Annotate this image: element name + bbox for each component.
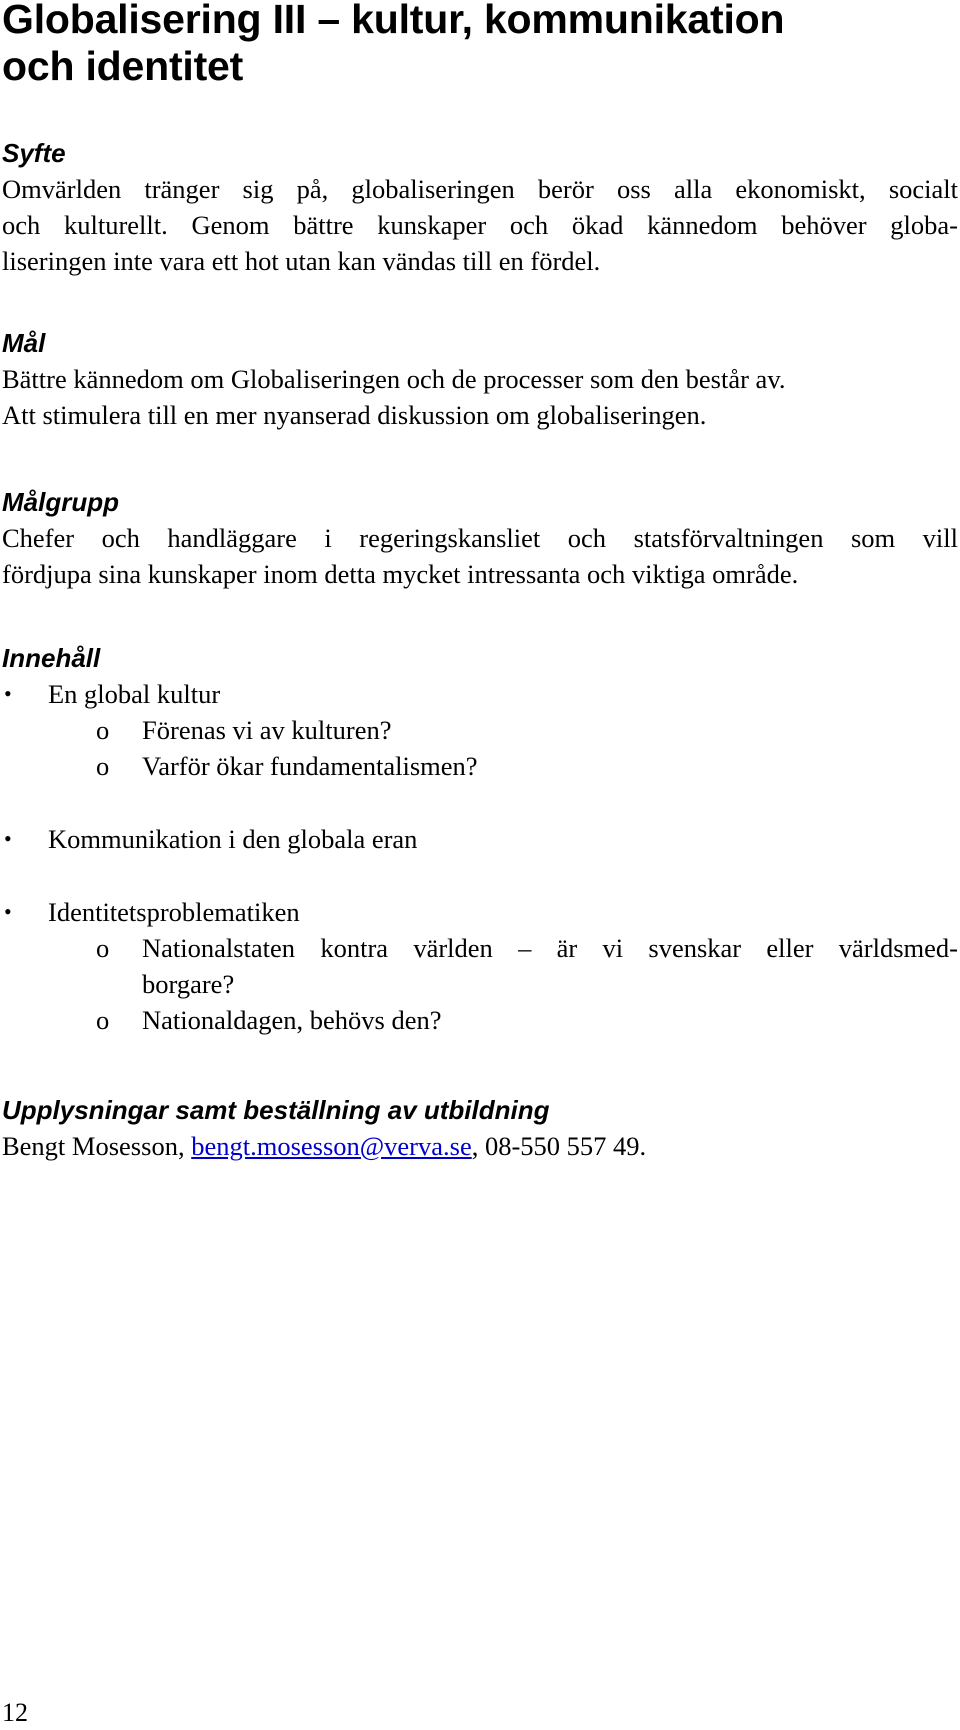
sub-list-item-label: Varför ökar fundamentalismen?	[142, 751, 478, 781]
contact-line	[2, 1128, 958, 1164]
list-item-label: Identitetsproblematiken	[48, 897, 300, 927]
page-number: 12	[2, 1698, 28, 1727]
section-syfte	[2, 135, 958, 279]
bullet-icon: •	[4, 681, 12, 706]
section-heading-malgrupp: Målgrupp	[2, 487, 119, 517]
bullet-icon: •	[4, 899, 12, 924]
page-title-line-2: och identitet	[2, 43, 244, 89]
sub-list-item-label: Förenas vi av kulturen?	[142, 715, 392, 745]
paragraph-line: Chefer och handläggare i regeringskansliet och statsförvaltningen som vill	[2, 523, 958, 553]
list-spacer	[2, 784, 958, 821]
sub-list-item-label: Nationaldagen, behövs den?	[142, 1005, 442, 1035]
bullet-icon: •	[4, 826, 12, 851]
paragraph-malgrupp	[2, 520, 958, 592]
paragraph-line: fördjupa sina kunskaper inom detta mycket intressanta och viktiga område.	[2, 559, 799, 589]
list-spacer	[2, 857, 958, 894]
circle-bullet-icon: o	[96, 751, 110, 781]
paragraph-line: Omvärlden tränger sig på, globaliseringen berör oss alla ekonomiskt, socialt	[2, 174, 958, 204]
contact-name: Bengt Mosesson,	[2, 1131, 192, 1161]
section-heading-mal: Mål	[2, 328, 46, 358]
circle-bullet-icon: o	[96, 1005, 110, 1035]
paragraph-syfte	[2, 171, 958, 279]
page-title-line-1: Globalisering III – kultur, kommunikation	[2, 0, 785, 42]
email-link[interactable]: bengt.mosesson@verva.se	[191, 1131, 472, 1161]
paragraph-line: Att stimulera till en mer nyanserad diskussion om globaliseringen.	[2, 400, 707, 430]
sub-list-item-label-continued: borgare?	[142, 969, 235, 999]
circle-bullet-icon: o	[96, 715, 110, 745]
sub-list-item	[2, 930, 958, 1002]
section-malgrupp	[2, 484, 958, 592]
sub-list-item	[2, 748, 958, 784]
section-contact	[2, 1092, 958, 1164]
paragraph-mal	[2, 361, 958, 433]
section-innehall	[2, 640, 958, 1038]
document-page	[2, 0, 958, 1161]
circle-bullet-icon: o	[96, 933, 110, 963]
section-heading-syfte: Syfte	[2, 138, 66, 168]
paragraph-line: liseringen inte vara ett hot utan kan vändas till en fördel.	[2, 246, 601, 276]
list-item	[2, 894, 958, 930]
sub-list-item	[2, 1002, 958, 1038]
list-item	[2, 821, 958, 857]
sub-list-item	[2, 712, 958, 748]
list-item-label: Kommunikation i den globala eran	[48, 824, 418, 854]
sub-list-item-label: Nationalstaten kontra världen – är vi svenskar eller världsmed-	[142, 933, 958, 963]
page-title	[2, 0, 958, 90]
section-heading-contact: Upplysningar samt beställning av utbildning	[2, 1095, 550, 1125]
contact-phone: , 08-550 557 49.	[471, 1131, 647, 1161]
list-item-label: En global kultur	[48, 679, 221, 709]
paragraph-line: Bättre kännedom om Globaliseringen och de processer som den består av.	[2, 364, 786, 394]
section-heading-innehall: Innehåll	[2, 643, 101, 673]
list-item	[2, 676, 958, 712]
section-mal	[2, 325, 958, 433]
paragraph-line: och kulturellt. Genom bättre kunskaper och ökad kännedom behöver globa-	[2, 210, 958, 240]
